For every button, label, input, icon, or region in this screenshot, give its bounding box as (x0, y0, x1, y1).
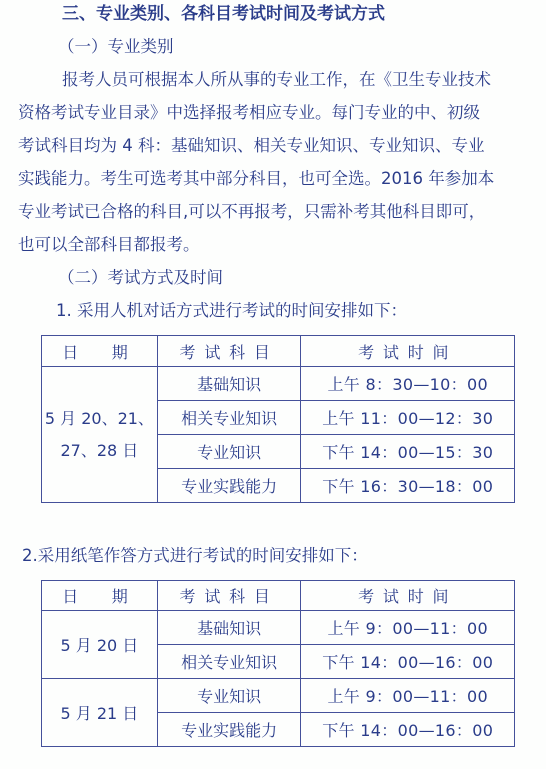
date-cell: 5 月 20 日 (42, 611, 158, 679)
time-cell: 下午 14：00—15：30 (301, 435, 515, 469)
date-line: 27、28 日 (60, 440, 139, 460)
header-date: 日 期 (42, 581, 158, 611)
time-cell: 上午 9：00—11：00 (301, 679, 515, 713)
header-subject: 考试科目 (157, 336, 301, 367)
paragraph-line: 也可以全部科目都报考。 (18, 235, 200, 254)
header-time: 考试时间 (301, 336, 515, 367)
subheading-exam-method: （二）考试方式及时间 (58, 268, 223, 287)
time-cell: 上午 9：00—11：00 (301, 611, 515, 645)
date-line: 5 月 20、21、 (44, 408, 154, 428)
paragraph-line: 实践能力。考生可选考其中部分科目，也可全选。2016 年参加本 (18, 169, 495, 188)
time-cell: 上午 11：00—12：30 (301, 401, 515, 435)
header-time: 考试时间 (301, 581, 515, 611)
paragraph-line: 考试科目均为 4 科：基础知识、相关专业知识、专业知识、专业 (18, 136, 485, 155)
header-subject: 考试科目 (157, 581, 301, 611)
time-cell: 上午 8：30—10：00 (301, 367, 515, 401)
date-cell: 5 月 21 日 (42, 679, 158, 747)
subject-cell: 专业实践能力 (157, 469, 301, 503)
section-title: 三、专业类别、各科目考试时间及考试方式 (62, 4, 385, 24)
paragraph-line: 资格考试专业目录》中选择报考相应专业。每门专业的中、初级 (18, 103, 480, 122)
subject-cell: 相关专业知识 (157, 645, 301, 679)
subject-cell: 基础知识 (157, 367, 301, 401)
subject-cell: 专业知识 (157, 679, 301, 713)
subheading-category: （一）专业类别 (58, 37, 174, 56)
time-cell: 下午 14：00—16：00 (301, 645, 515, 679)
time-cell: 下午 14：00—16：00 (301, 713, 515, 747)
paragraph-line: 专业考试已合格的科目,可以不再报考，只需补考其他科目即可， (18, 202, 486, 221)
subject-cell: 专业实践能力 (157, 713, 301, 747)
header-date: 日 期 (42, 336, 158, 367)
subject-cell: 专业知识 (157, 435, 301, 469)
time-cell: 下午 16：30—18：00 (301, 469, 515, 503)
method-2-caption: 2.采用纸笔作答方式进行考试的时间安排如下： (22, 546, 368, 565)
paragraph-line: 报考人员可根据本人所从事的专业工作，在《卫生专业技术 (62, 70, 491, 89)
date-cell (42, 367, 158, 503)
subject-cell: 相关专业知识 (157, 401, 301, 435)
method-1-caption: 1. 采用人机对话方式进行考试的时间安排如下： (56, 301, 407, 320)
computer-exam-schedule-table (41, 335, 515, 503)
paper-exam-schedule-table (41, 580, 515, 747)
subject-cell: 基础知识 (157, 611, 301, 645)
